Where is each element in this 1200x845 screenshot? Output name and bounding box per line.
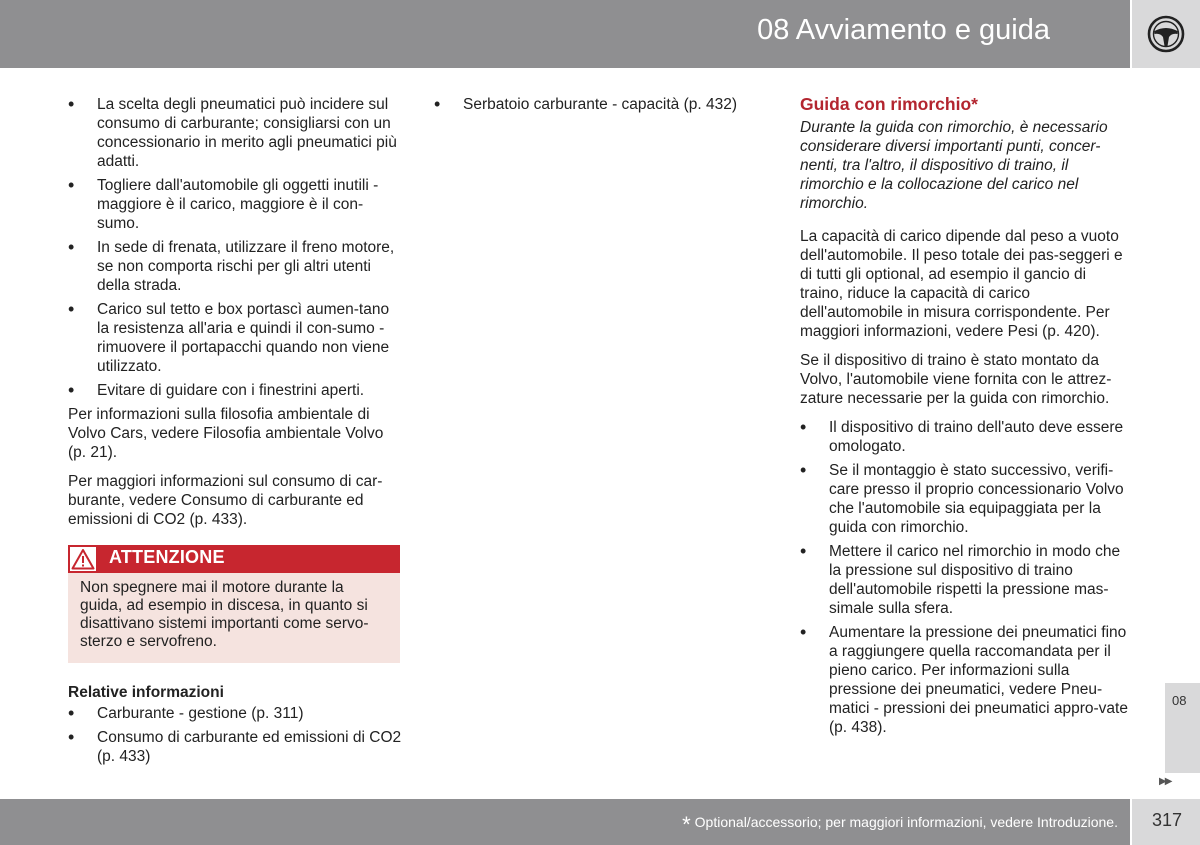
- list-item: • Carico sul tetto e box portascì aumen-tano la resistenza all'aria e quindi il con-sumo - rimuovere il portapacchi quando non viene utilizzato.: [68, 300, 402, 376]
- chapter-side-tab: [1165, 683, 1200, 773]
- list-item: • In sede di frenata, utilizzare il freno motore, se non comporta rischi per gli altri utenti della strada.: [68, 238, 402, 295]
- warning-text: Non spegnere mai il motore durante la guida, ad esempio in discesa, in quanto si disattivano sistemi importanti come servo-sterzo e servofreno.: [80, 579, 369, 650]
- steering-wheel-icon: [1146, 14, 1186, 54]
- list-item: • Togliere dall'automobile gli oggetti inutili - maggiore è il carico, maggiore è il con-sumo.: [68, 176, 402, 233]
- list-item: • Serbatoio carburante - capacità (p. 432): [434, 95, 764, 114]
- list-item: • Se il montaggio è stato successivo, verifi-care presso il proprio concessionario Volvo che l'automobile sia equipaggiata per la guida con rimorchio.: [800, 461, 1132, 537]
- warning-box: [68, 545, 400, 663]
- list-item: • Carburante - gestione (p. 311): [68, 704, 402, 723]
- warning-triangle-icon: [71, 548, 95, 570]
- list-item: • Mettere il carico nel rimorchio in modo che la pressione sul dispositivo di traino dell'automobile rispetti la pressione mas-simale sulla sfera.: [800, 542, 1132, 618]
- column-left: [68, 95, 402, 771]
- page-header: [0, 0, 1130, 68]
- column-middle: [434, 95, 764, 119]
- paragraph-load-capacity: La capacità di carico dipende dal peso a vuoto dell'automobile. Il peso totale dei pas-seggeri e di tutti gli optional, ad esempio il gancio di traino, riduce la capacità di carico dell'automobile in misura corrispondente. Per maggiori informazioni, vedere Pesi (p. 420).: [800, 228, 1123, 340]
- list-item: • Aumentare la pressione dei pneumatici fino a raggiungere quella raccomandata per il pieno carico. Per informazioni sulla pressione dei pneumatici, vedere Pneu-matici - pressioni dei pneumatici appro-vate (p. 438).: [800, 623, 1132, 737]
- paragraph-towing-equipment: Se il dispositivo di traino è stato montato da Volvo, l'automobile viene fornita con le attrez-zature necessarie per la guida con rimorchio.: [800, 352, 1112, 407]
- double-arrow-right-icon: ▶▶: [1159, 776, 1171, 787]
- page-footer: [0, 799, 1130, 845]
- footnote-text: Optional/accessorio; per maggiori informazioni, vedere Introduzione.: [694, 814, 1118, 830]
- footnote: [682, 812, 1118, 838]
- chapter-tab-label: 08: [1172, 693, 1187, 708]
- chapter-title: 08 Avviamento e guida: [757, 14, 1050, 46]
- list-item: • Il dispositivo di traino dell'auto deve essere omologato.: [800, 418, 1132, 456]
- warning-header: [68, 545, 400, 573]
- section-title: Guida con rimorchio*: [800, 94, 978, 114]
- towing-tips-list: [800, 418, 1132, 737]
- related-info-list-continued: [434, 95, 764, 114]
- warning-icon-box: [68, 545, 98, 573]
- related-info-heading: Relative informazioni: [68, 684, 224, 701]
- list-item: • Evitare di guidare con i finestrini aperti.: [68, 381, 402, 400]
- footnote-asterisk: *: [682, 812, 691, 837]
- list-item: • La scelta degli pneumatici può incidere sul consumo di carburante; consigliarsi con un concessionario in merito agli pneumatici più adatti.: [68, 95, 402, 171]
- section-intro: Durante la guida con rimorchio, è necessario considerare diversi importanti punti, concer-nenti, tra l'altro, il dispositivo di traino, il rimorchio e la collocazione del carico nel rimorchio.: [800, 119, 1108, 212]
- page-number: 317: [1152, 810, 1183, 830]
- paragraph-environment: Per informazioni sulla filosofia ambientale di Volvo Cars, vedere Filosofia ambientale Volvo (p. 21).: [68, 406, 384, 461]
- warning-title: ATTENZIONE: [109, 547, 225, 567]
- paragraph-consumption: Per maggiori informazioni sul consumo di car-burante, vedere Consumo di carburante ed emissioni di CO2 (p. 433).: [68, 473, 383, 528]
- page-number-box: [1132, 799, 1200, 845]
- related-info-list: [68, 704, 402, 766]
- list-item: • Consumo di carburante ed emissioni di CO2 (p. 433): [68, 728, 402, 766]
- column-right: [800, 95, 1132, 742]
- tips-list: [68, 95, 402, 400]
- chapter-icon-box: [1132, 0, 1200, 68]
